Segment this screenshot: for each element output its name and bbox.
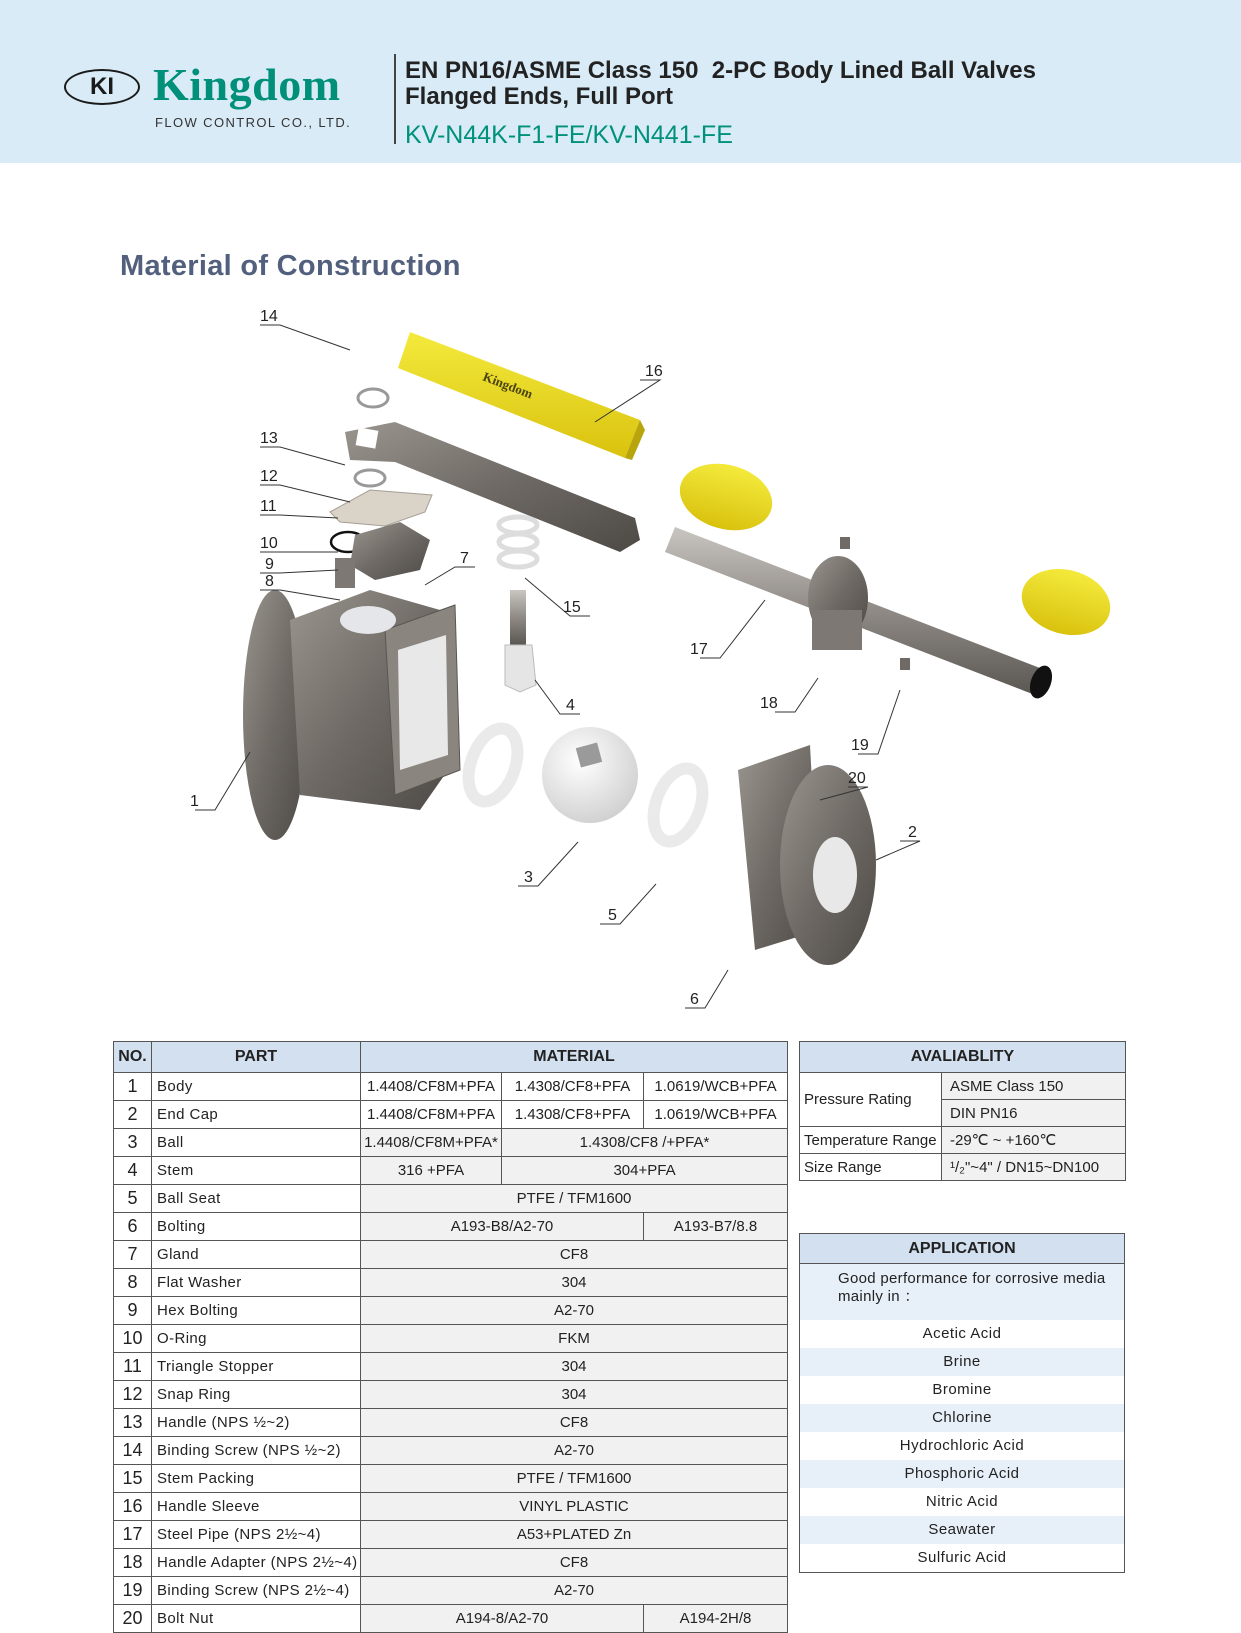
list-item: Seawater bbox=[800, 1516, 1124, 1544]
valve-body bbox=[243, 590, 460, 840]
pressure-value: ASME Class 150 bbox=[942, 1073, 1126, 1100]
table-row bbox=[114, 1101, 788, 1129]
row-no: 5 bbox=[114, 1185, 152, 1213]
row-material: 1.4408/CF8M+PFA* bbox=[361, 1129, 502, 1157]
logo-mark: KI bbox=[64, 69, 140, 105]
table-row bbox=[114, 1549, 788, 1577]
callout-15: 15 bbox=[563, 599, 581, 616]
row-part: Ball Seat bbox=[152, 1185, 361, 1213]
header-band bbox=[0, 0, 1241, 163]
callout-17: 17 bbox=[690, 641, 708, 658]
availability-table bbox=[799, 1041, 1126, 1181]
row-part: Binding Screw (NPS ½~2) bbox=[152, 1437, 361, 1465]
brand-name: Kingdom bbox=[153, 59, 341, 110]
product-title bbox=[405, 58, 1036, 110]
row-part: Hex Bolting bbox=[152, 1297, 361, 1325]
callout-1: 1 bbox=[190, 793, 199, 810]
row-material: A2-70 bbox=[361, 1577, 788, 1605]
product-title-line2: Flanged Ends, Full Port bbox=[405, 83, 674, 110]
row-no: 18 bbox=[114, 1549, 152, 1577]
row-part: Bolting bbox=[152, 1213, 361, 1241]
table-row bbox=[114, 1241, 788, 1269]
row-part: End Cap bbox=[152, 1101, 361, 1129]
row-no: 19 bbox=[114, 1577, 152, 1605]
row-part: Steel Pipe (NPS 2½~4) bbox=[152, 1521, 361, 1549]
list-item: Phosphoric Acid bbox=[800, 1460, 1124, 1488]
table-row bbox=[114, 1521, 788, 1549]
section-title: Material of Construction bbox=[120, 250, 461, 282]
row-part: Snap Ring bbox=[152, 1381, 361, 1409]
callout-20: 20 bbox=[848, 770, 866, 787]
row-part: Binding Screw (NPS 2½~4) bbox=[152, 1577, 361, 1605]
row-material: A193-B7/8.8 bbox=[644, 1213, 788, 1241]
row-material: 304 bbox=[361, 1381, 788, 1409]
callout-8: 8 bbox=[265, 573, 274, 590]
row-material: A53+PLATED Zn bbox=[361, 1521, 788, 1549]
callout-16: 16 bbox=[645, 363, 663, 380]
table-row bbox=[114, 1605, 788, 1633]
row-material: 304+PFA bbox=[502, 1157, 788, 1185]
product-title-line1: EN PN16/ASME Class 150 2-PC Body Lined Ball Valves bbox=[405, 57, 1036, 84]
row-material: 1.4408/CF8M+PFA bbox=[361, 1073, 502, 1101]
row-part: O-Ring bbox=[152, 1325, 361, 1353]
row-part: Handle Sleeve bbox=[152, 1493, 361, 1521]
table-row bbox=[114, 1353, 788, 1381]
row-material: PTFE / TFM1600 bbox=[361, 1185, 788, 1213]
row-material: 304 bbox=[361, 1353, 788, 1381]
row-material: CF8 bbox=[361, 1549, 788, 1577]
callout-9: 9 bbox=[265, 556, 274, 573]
callout-10: 10 bbox=[260, 535, 278, 552]
size-label: Size Range bbox=[800, 1154, 942, 1181]
list-item: Sulfuric Acid bbox=[917, 1549, 1007, 1566]
sleeve-brand: Kingdom bbox=[480, 368, 535, 402]
row-no: 8 bbox=[114, 1269, 152, 1297]
company-subtitle: FLOW CONTROL CO., LTD. bbox=[155, 115, 352, 130]
steel-pipe bbox=[665, 527, 1056, 701]
row-part: Stem Packing bbox=[152, 1465, 361, 1493]
table-row bbox=[114, 1269, 788, 1297]
row-material: A194-8/A2-70 bbox=[361, 1605, 644, 1633]
callout-3: 3 bbox=[524, 869, 533, 886]
row-material: A2-70 bbox=[361, 1297, 788, 1325]
table-row bbox=[114, 1073, 788, 1101]
row-material: FKM bbox=[361, 1325, 788, 1353]
exploded-valve-diagram bbox=[0, 290, 1241, 1010]
row-no: 10 bbox=[114, 1325, 152, 1353]
row-no: 13 bbox=[114, 1409, 152, 1437]
row-no: 12 bbox=[114, 1381, 152, 1409]
table-row bbox=[114, 1325, 788, 1353]
table-row bbox=[114, 1157, 788, 1185]
list-item: Chlorine bbox=[800, 1404, 1124, 1432]
stem-packing bbox=[499, 517, 537, 692]
table-row bbox=[114, 1465, 788, 1493]
row-part: Handle (NPS ½~2) bbox=[152, 1409, 361, 1437]
row-material: A193-B8/A2-70 bbox=[361, 1213, 644, 1241]
row-no: 1 bbox=[114, 1073, 152, 1101]
row-material: CF8 bbox=[361, 1409, 788, 1437]
row-material: 1.4408/CF8M+PFA bbox=[361, 1101, 502, 1129]
col-part: PART bbox=[152, 1042, 361, 1073]
table-row bbox=[114, 1381, 788, 1409]
temperature-label: Temperature Range bbox=[800, 1127, 942, 1154]
row-material: A194-2H/8 bbox=[644, 1605, 788, 1633]
callout-11: 11 bbox=[260, 498, 277, 515]
callout-6: 6 bbox=[690, 991, 699, 1008]
row-part: Gland bbox=[152, 1241, 361, 1269]
model-number: KV-N44K-F1-FE/KV-N441-FE bbox=[405, 121, 733, 149]
row-part: Triangle Stopper bbox=[152, 1353, 361, 1381]
callout-5: 5 bbox=[608, 907, 617, 924]
table-row bbox=[114, 1129, 788, 1157]
row-no: 3 bbox=[114, 1129, 152, 1157]
row-no: 2 bbox=[114, 1101, 152, 1129]
callout-12: 12 bbox=[260, 468, 278, 485]
table-row bbox=[114, 1493, 788, 1521]
list-item: Hydrochloric Acid bbox=[899, 1437, 1025, 1454]
row-no: 17 bbox=[114, 1521, 152, 1549]
callout-19: 19 bbox=[851, 737, 869, 754]
callout-7: 7 bbox=[460, 550, 469, 567]
col-no: NO. bbox=[114, 1042, 152, 1073]
row-no: 20 bbox=[114, 1605, 152, 1633]
list-item: Nitric Acid bbox=[925, 1493, 999, 1510]
header-divider bbox=[394, 54, 396, 144]
list-item: Brine bbox=[800, 1348, 1124, 1376]
callout-4: 4 bbox=[566, 697, 575, 714]
table-row bbox=[114, 1409, 788, 1437]
temperature-value: -29℃ ~ +160℃ bbox=[942, 1127, 1126, 1154]
row-part: Body bbox=[152, 1073, 361, 1101]
material-table bbox=[113, 1041, 788, 1633]
table-row bbox=[114, 1297, 788, 1325]
list-item: Bromine bbox=[932, 1381, 992, 1398]
row-no: 11 bbox=[114, 1353, 152, 1381]
row-no: 15 bbox=[114, 1465, 152, 1493]
row-material: VINYL PLASTIC bbox=[361, 1493, 788, 1521]
row-part: Stem bbox=[152, 1157, 361, 1185]
row-material: PTFE / TFM1600 bbox=[361, 1465, 788, 1493]
row-part: Handle Adapter (NPS 2½~4) bbox=[152, 1549, 361, 1577]
row-part: Ball bbox=[152, 1129, 361, 1157]
row-material: 1.0619/WCB+PFA bbox=[644, 1101, 788, 1129]
row-material: 1.0619/WCB+PFA bbox=[644, 1073, 788, 1101]
table-row bbox=[114, 1577, 788, 1605]
size-value: ¹/₂"~4" / DN15~DN100 bbox=[942, 1154, 1126, 1181]
application-title: APPLICATION bbox=[800, 1234, 1124, 1264]
row-material: A2-70 bbox=[361, 1437, 788, 1465]
row-material: 1.4308/CF8 /+PFA* bbox=[502, 1129, 788, 1157]
col-material: MATERIAL bbox=[361, 1042, 788, 1073]
row-no: 14 bbox=[114, 1437, 152, 1465]
row-material: 1.4308/CF8+PFA bbox=[502, 1101, 644, 1129]
table-row bbox=[114, 1437, 788, 1465]
pressure-label: Pressure Rating bbox=[800, 1073, 942, 1127]
callout-14: 14 bbox=[260, 308, 278, 325]
row-no: 4 bbox=[114, 1157, 152, 1185]
table-row bbox=[114, 1185, 788, 1213]
list-item: Acetic Acid bbox=[922, 1325, 1002, 1342]
row-material: 316 +PFA bbox=[361, 1157, 502, 1185]
row-no: 6 bbox=[114, 1213, 152, 1241]
row-part: Flat Washer bbox=[152, 1269, 361, 1297]
material-table-header bbox=[114, 1042, 788, 1073]
callout-2: 2 bbox=[908, 824, 917, 841]
availability-title: AVALIABLITY bbox=[800, 1042, 1126, 1073]
callout-13: 13 bbox=[260, 430, 278, 447]
row-no: 9 bbox=[114, 1297, 152, 1325]
row-no: 16 bbox=[114, 1493, 152, 1521]
application-intro: Good performance for corrosive media mainly in ： bbox=[800, 1264, 1124, 1320]
pressure-value: DIN PN16 bbox=[942, 1100, 1126, 1127]
row-material: 304 bbox=[361, 1269, 788, 1297]
table-row bbox=[114, 1213, 788, 1241]
callout-18: 18 bbox=[760, 695, 778, 712]
row-no: 7 bbox=[114, 1241, 152, 1269]
row-part: Bolt Nut bbox=[152, 1605, 361, 1633]
row-material: 1.4308/CF8+PFA bbox=[502, 1073, 644, 1101]
row-material: CF8 bbox=[361, 1241, 788, 1269]
application-panel bbox=[799, 1233, 1125, 1573]
